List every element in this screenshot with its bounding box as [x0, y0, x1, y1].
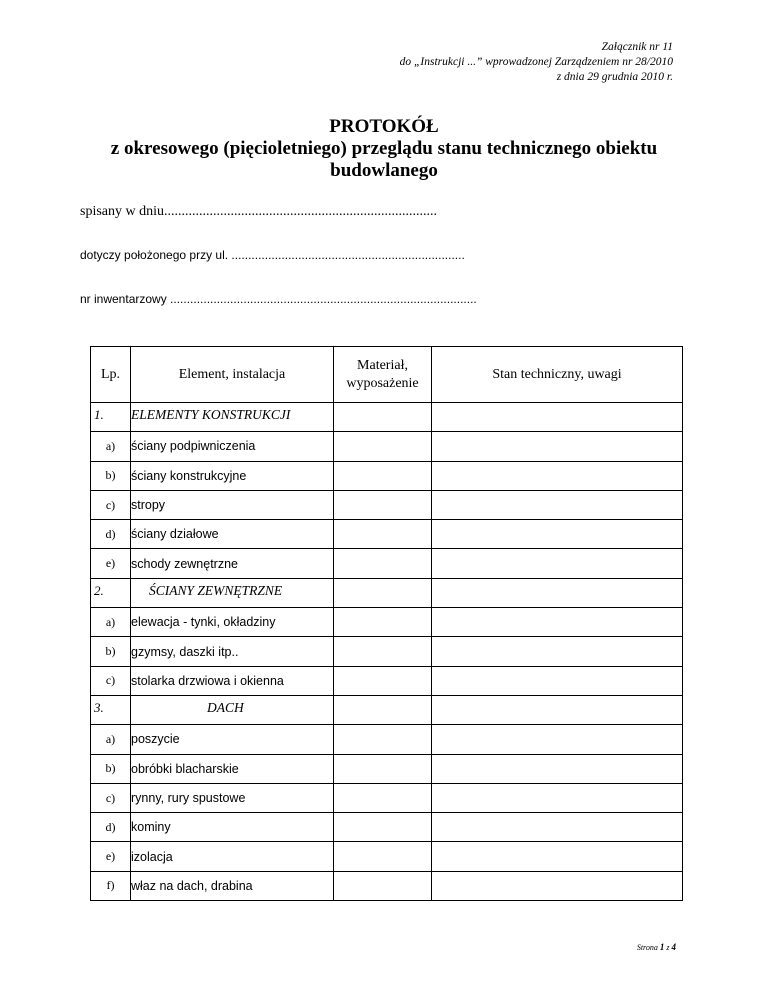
- condition-cell[interactable]: [432, 754, 683, 783]
- item-label: elewacja - tynki, okładziny: [131, 608, 334, 637]
- item-letter: d): [91, 813, 131, 842]
- condition-cell[interactable]: [432, 842, 683, 871]
- header-material: [334, 347, 432, 403]
- header-material-line-2: wyposażenie: [346, 375, 419, 391]
- material-cell[interactable]: [334, 725, 432, 754]
- footer-separator: z: [666, 943, 670, 952]
- section-name: ELEMENTY KONSTRUKCJI: [131, 403, 334, 432]
- item-row: [91, 871, 683, 900]
- title-line-3: budowlanego: [330, 160, 438, 181]
- inventory-number-field[interactable]: nr inwentarzowy ............................................................................................: [80, 292, 477, 306]
- attachment-note: [400, 40, 673, 85]
- header-element: Element, instalacja: [131, 347, 334, 403]
- condition-cell[interactable]: [432, 783, 683, 812]
- item-label: ściany konstrukcyjne: [131, 461, 334, 490]
- section-number: 3.: [91, 695, 131, 724]
- footer-prefix: Strona: [636, 943, 658, 952]
- material-cell[interactable]: [334, 578, 432, 607]
- material-cell[interactable]: [334, 490, 432, 519]
- table-header-row: [91, 347, 683, 403]
- section-row: [91, 695, 683, 724]
- item-label: gzymsy, daszki itp..: [131, 637, 334, 666]
- attachment-line-2: do „Instrukcji ...” wprowadzonej Zarządzeniem nr 28/2010: [399, 56, 673, 68]
- item-row: [91, 490, 683, 519]
- item-letter: a): [91, 432, 131, 461]
- item-label: ściany działowe: [131, 520, 334, 549]
- item-label: rynny, rury spustowe: [131, 783, 334, 812]
- item-letter: e): [91, 549, 131, 578]
- item-label: izolacja: [131, 842, 334, 871]
- material-cell[interactable]: [334, 813, 432, 842]
- item-label: ściany podpiwniczenia: [131, 432, 334, 461]
- section-name: ŚCIANY ZEWNĘTRZNE: [131, 578, 334, 607]
- material-cell[interactable]: [334, 608, 432, 637]
- material-cell[interactable]: [334, 403, 432, 432]
- item-row: [91, 432, 683, 461]
- material-cell[interactable]: [334, 871, 432, 900]
- address-field[interactable]: dotyczy położonego przy ul. ......................................................................: [80, 248, 465, 262]
- item-row: [91, 842, 683, 871]
- item-letter: d): [91, 520, 131, 549]
- condition-cell[interactable]: [432, 461, 683, 490]
- header-stan: Stan techniczny, uwagi: [432, 347, 683, 403]
- item-row: [91, 725, 683, 754]
- material-cell[interactable]: [334, 461, 432, 490]
- material-cell[interactable]: [334, 666, 432, 695]
- condition-cell[interactable]: [432, 578, 683, 607]
- material-cell[interactable]: [334, 842, 432, 871]
- item-letter: b): [91, 461, 131, 490]
- item-row: [91, 666, 683, 695]
- footer-page-number: 1: [659, 942, 665, 952]
- item-label: stolarka drzwiowa i okienna: [131, 666, 334, 695]
- item-row: [91, 608, 683, 637]
- condition-cell[interactable]: [432, 666, 683, 695]
- page-footer: [637, 942, 676, 952]
- condition-cell[interactable]: [432, 871, 683, 900]
- item-label: stropy: [131, 490, 334, 519]
- title-line-1: PROTOKÓŁ: [329, 116, 439, 137]
- attachment-line-1: Załącznik nr 11: [601, 41, 673, 53]
- item-row: [91, 637, 683, 666]
- attachment-line-3: z dnia 29 grudnia 2010 r.: [556, 71, 673, 83]
- item-row: [91, 813, 683, 842]
- section-row: [91, 578, 683, 607]
- item-label: schody zewnętrzne: [131, 549, 334, 578]
- material-cell[interactable]: [334, 783, 432, 812]
- section-name: DACH: [131, 695, 334, 724]
- footer-page-total: 4: [671, 942, 676, 952]
- item-label: właz na dach, drabina: [131, 871, 334, 900]
- document-title: [0, 116, 768, 182]
- material-cell[interactable]: [334, 754, 432, 783]
- item-label: kominy: [131, 813, 334, 842]
- section-number: 1.: [91, 403, 131, 432]
- item-letter: f): [91, 871, 131, 900]
- material-cell[interactable]: [334, 695, 432, 724]
- material-cell[interactable]: [334, 549, 432, 578]
- item-row: [91, 520, 683, 549]
- condition-cell[interactable]: [432, 520, 683, 549]
- material-cell[interactable]: [334, 637, 432, 666]
- item-letter: b): [91, 754, 131, 783]
- condition-cell[interactable]: [432, 637, 683, 666]
- condition-cell[interactable]: [432, 608, 683, 637]
- section-number: 2.: [91, 578, 131, 607]
- item-row: [91, 461, 683, 490]
- header-material-line-1: Materiał,: [357, 357, 408, 373]
- item-letter: c): [91, 490, 131, 519]
- title-line-2: z okresowego (pięcioletniego) przeglądu stanu technicznego obiektu: [110, 138, 658, 159]
- item-letter: a): [91, 608, 131, 637]
- condition-cell[interactable]: [432, 725, 683, 754]
- item-row: [91, 549, 683, 578]
- item-letter: b): [91, 637, 131, 666]
- inspection-table: [90, 346, 683, 901]
- header-lp: Lp.: [91, 347, 131, 403]
- condition-cell[interactable]: [432, 695, 683, 724]
- section-row: [91, 403, 683, 432]
- item-label: obróbki blacharskie: [131, 754, 334, 783]
- condition-cell[interactable]: [432, 549, 683, 578]
- condition-cell[interactable]: [432, 813, 683, 842]
- material-cell[interactable]: [334, 432, 432, 461]
- condition-cell[interactable]: [432, 490, 683, 519]
- item-label: poszycie: [131, 725, 334, 754]
- condition-cell[interactable]: [432, 403, 683, 432]
- item-letter: e): [91, 842, 131, 871]
- item-row: [91, 754, 683, 783]
- date-field[interactable]: spisany w dniu..............................................................................: [80, 204, 437, 219]
- item-letter: c): [91, 783, 131, 812]
- item-letter: c): [91, 666, 131, 695]
- condition-cell[interactable]: [432, 432, 683, 461]
- material-cell[interactable]: [334, 520, 432, 549]
- item-row: [91, 783, 683, 812]
- item-letter: a): [91, 725, 131, 754]
